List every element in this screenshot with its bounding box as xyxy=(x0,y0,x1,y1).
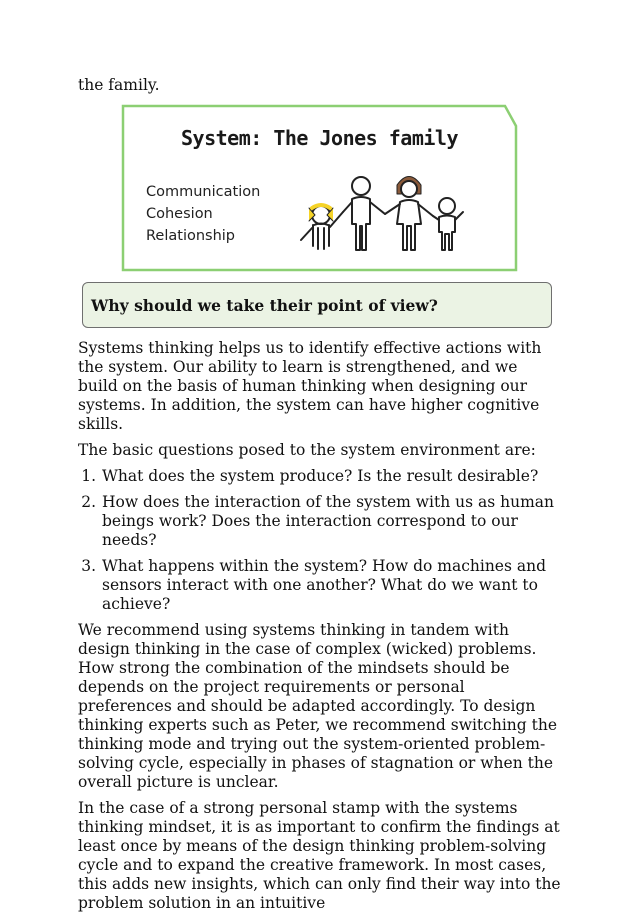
question-item: 2. How does the interaction of the system with us as human beings work? Does the interaction correspond to our needs? xyxy=(101,493,562,550)
paragraph: The basic questions posed to the system environment are: xyxy=(78,441,536,459)
question-item: 3. What happens within the system? How do machines and sensors interact with one another? What do we want to achieve? xyxy=(101,557,562,614)
callout-box xyxy=(82,282,552,328)
body-text xyxy=(78,339,562,920)
figure-title: System: The Jones family xyxy=(181,126,458,150)
figure-list xyxy=(146,181,260,247)
paragraph: We recommend using systems thinking in tandem with design thinking in the case of complex (wicked) problems. How strong the combination of the mindsets should be depends on the project requirements or personal preferences and should be adapted accordingly. To design thinking experts such as Peter, we recommend switching the thinking mode and trying out the system-oriented problem-solving cycle, especially in phases of stagnation or when the overall picture is unclear. xyxy=(78,621,557,791)
intro-text: the family. xyxy=(78,76,160,94)
question-list xyxy=(78,467,562,614)
figure-list-item: Communication xyxy=(146,184,261,200)
callout-heading: Why should we take their point of view? xyxy=(91,296,438,315)
system-figure xyxy=(121,104,518,274)
figure-list-item: Cohesion xyxy=(146,206,213,222)
figure-list-item: Relationship xyxy=(146,228,236,244)
question-item: 1. What does the system produce? Is the result desirable? xyxy=(101,467,562,486)
paragraph: In the case of a strong personal stamp with the systems thinking mindset, it is as important to confirm the findings at least once by means of the design thinking problem-solving cycle and to expand the creative framework. In most cases, this adds new insights, which can only find their way into the problem solution in an intuitive xyxy=(78,799,561,912)
paragraph: Systems thinking helps us to identify effective actions with the system. Our ability to learn is strengthened, and we build on the basis of human thinking when designing our systems. In addition, the system can have higher cognitive skills. xyxy=(78,339,542,433)
